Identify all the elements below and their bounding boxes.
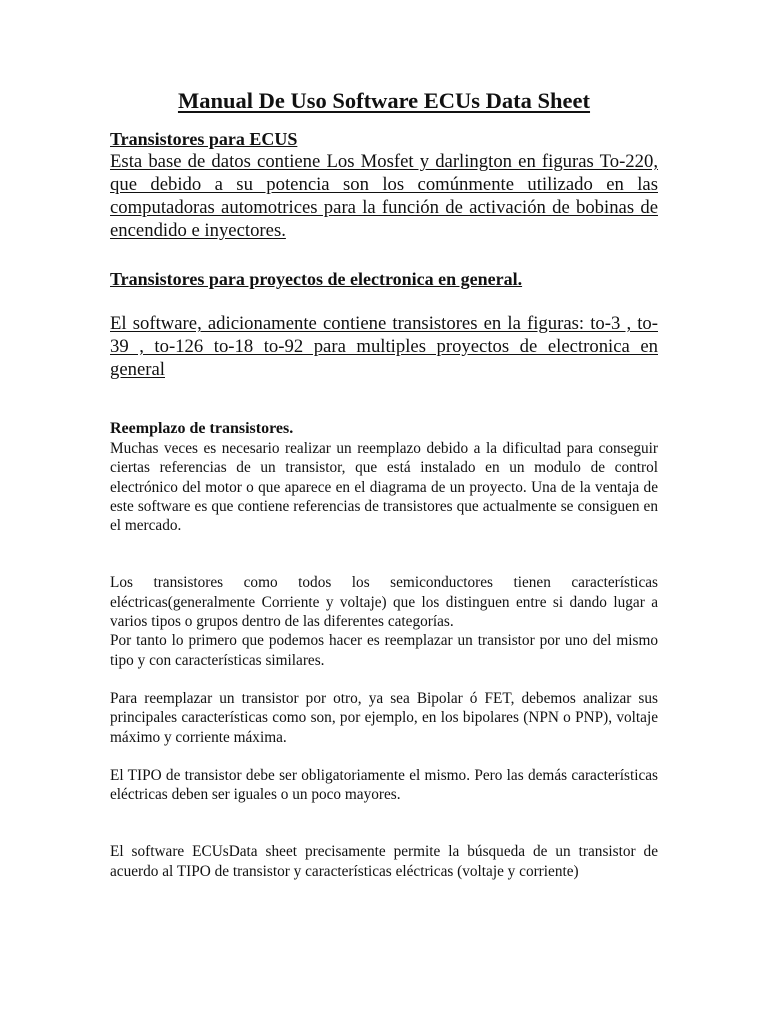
section-body-ecus: Esta base de datos contiene Los Mosfet y darlington en figuras To-220, que debido a su potencia son los comúnmente utilizado en las computadoras automotrices para la función de activación de bobinas de encendido e inyectores. xyxy=(110,151,658,241)
paragraph-software-search: El software ECUsData sheet precisamente permite la búsqueda de un transistor de acuerdo al TIPO de transistor y características eléctricas (voltaje y corriente) xyxy=(110,843,658,880)
paragraph-semiconductors: Los transistores como todos los semiconductores tienen características eléctricas(generalmente Corriente y voltaje) que los distinguen entre si dando lugar a varios tipos o grupos dentro de las diferentes categorías. xyxy=(110,574,658,631)
document-title: Manual De Uso Software ECUs Data Sheet xyxy=(177,88,591,113)
section-heading-ecus: Transistores para ECUS xyxy=(110,129,298,149)
section-body-general-projects: El software, adicionamente contiene transistores en la figuras: to-3 , to-39 , to-126 to-18 to-92 para multiples proyectos de electronica en general xyxy=(110,313,658,380)
section-heading-replacement: Reemplazo de transistores. xyxy=(110,420,294,437)
section-heading-general-projects: Transistores para proyectos de electronica en general. xyxy=(110,269,523,289)
paragraph-type-rule: El TIPO de transistor debe ser obligatoriamente el mismo. Pero las demás características eléctricas deben ser iguales o un poco mayores. xyxy=(110,766,658,804)
document-page xyxy=(110,84,658,881)
paragraph-replacement-intro: Muchas veces es necesario realizar un reemplazo debido a la dificultad para conseguir ciertas referencias de un transistor, que está instalado en un modulo de control electrónico del motor o que aparece en el diagrama de un proyecto. Una de la ventaja de este software es que contiene referencias de transistores que actualmente se consiguen en el mercado. xyxy=(110,440,658,535)
paragraph-same-type: Por tanto lo primero que podemos hacer es reemplazar un transistor por uno del mismo tipo y con características similares. xyxy=(110,632,658,669)
paragraph-bipolar-fet: Para reemplazar un transistor por otro, ya sea Bipolar ó FET, debemos analizar sus principales características como son, por ejemplo, en los bipolares (NPN o PNP), voltaje máximo y corriente máxima. xyxy=(110,689,658,746)
